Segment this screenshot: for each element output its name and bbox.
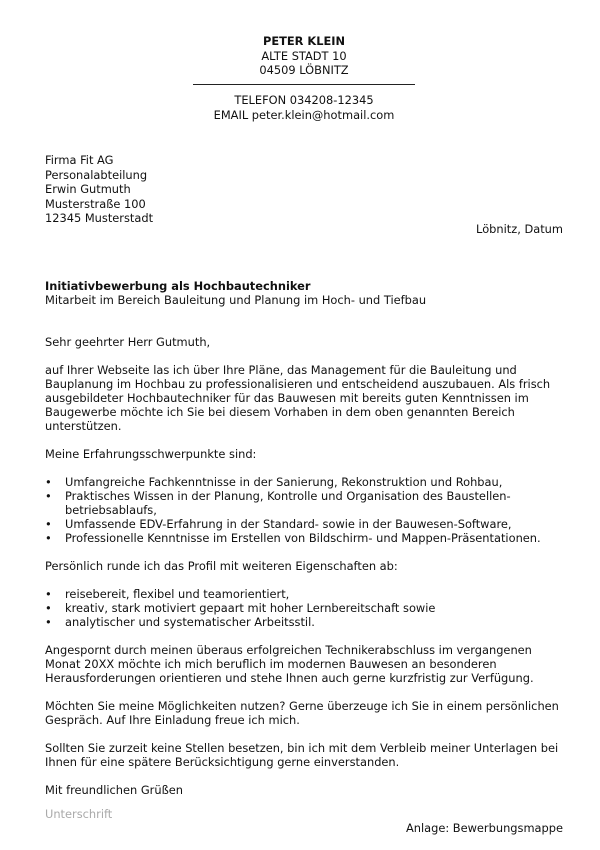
list-item-text: analytischer und systematischer Arbeitsstil.	[65, 615, 315, 629]
sender-phone: TELEFON 034208-12345	[234, 93, 374, 107]
list-item-text: Umfassende EDV-Erfahrung in der Standard- sowie in der Bauwesen-Software,	[65, 517, 512, 531]
signature-placeholder: Unterschrift	[45, 807, 113, 821]
subject-subtitle: Mitarbeit im Bereich Bauleitung und Planung im Hoch- und Tiefbau	[45, 293, 427, 307]
sender-contact	[0, 93, 600, 122]
bullet: •	[45, 587, 52, 601]
list-item-text: Umfangreiche Fachkenntnisse in der Sanierung, Rekonstruktion und Rohbau,	[65, 475, 503, 489]
focus-heading: Meine Erfahrungsschwerpunkte sind:	[45, 447, 257, 461]
letter-body	[45, 335, 565, 811]
recipient-city: 12345 Musterstadt	[45, 211, 154, 225]
list-item	[45, 489, 565, 517]
sender-block	[0, 34, 600, 78]
sender-email: EMAIL peter.klein@hotmail.com	[213, 107, 395, 122]
bullet: •	[45, 475, 52, 489]
sender-street: ALTE STADT 10	[261, 48, 347, 63]
list-item-text: Professionelle Kenntnisse im Erstellen von Bildschirm- und Mappen-Präsentationen.	[65, 531, 541, 545]
recipient-street: Musterstraße 100	[45, 196, 146, 211]
enclosure-note: Anlage: Bewerbungsmappe	[405, 821, 563, 835]
traits-list	[45, 587, 565, 629]
date-line: Löbnitz, Datum	[476, 222, 563, 236]
list-item	[45, 587, 565, 601]
intro-paragraph: auf Ihrer Webseite las ich über Ihre Pläne, das Management für die Bauleitung und Bauplanung im Hochbau zu professionalisieren und entscheidend auszubauen. Als frisch ausgebildeter Hochbautechniker für das Bauwesen mit bereits guten Kenntnissen im Baugewerbe möchte ich Sie bei diesem Vorhaben in dem oben genannten Bereich unterstützen.	[45, 363, 551, 433]
motivation-paragraph: Angespornt durch meinen überaus erfolgreichen Technikerabschluss im vergangenen Monat 20XX möchte ich mich beruflich im modernen Bauwesen an besonderen Herausforderungen orientieren und stehe Ihnen auch gerne kurzfristig zur Verfügung.	[45, 643, 534, 685]
recipient-contact: Erwin Gutmuth	[45, 182, 131, 196]
list-item	[45, 517, 565, 531]
recipient-address	[45, 153, 153, 226]
subject-block	[45, 279, 426, 307]
sender-city: 04509 LÖBNITZ	[259, 63, 349, 77]
list-item-text: kreativ, stark motiviert gepaart mit hoher Lernbereitschaft sowie	[65, 601, 436, 615]
list-item	[45, 531, 565, 545]
salutation: Sehr geehrter Herr Gutmuth,	[45, 335, 211, 349]
bullet: •	[45, 517, 52, 531]
list-item-text: Praktisches Wissen in der Planung, Kontrolle und Organisation des Baustellen-betriebsablaufs,	[65, 489, 511, 517]
subject-title: Initiativbewerbung als Hochbautechniker	[45, 279, 311, 293]
retention-paragraph: Sollten Sie zurzeit keine Stellen besetzen, bin ich mit dem Verbleib meiner Unterlagen bei Ihnen für eine spätere Berücksichtigung gerne einverstanden.	[45, 741, 559, 769]
recipient-company: Firma Fit AG	[45, 153, 114, 167]
focus-list	[45, 475, 565, 545]
interview-paragraph: Möchten Sie meine Möglichkeiten nutzen? Gerne überzeuge ich Sie in einem persönlichen Gespräch. Auf Ihre Einladung freue ich mich.	[45, 699, 559, 727]
bullet: •	[45, 531, 52, 545]
list-item	[45, 475, 565, 489]
list-item	[45, 601, 565, 615]
recipient-department: Personalabteilung	[45, 167, 148, 182]
closing-phrase: Mit freundlichen Grüßen	[45, 783, 183, 797]
sender-name: PETER KLEIN	[262, 34, 346, 48]
list-item	[45, 615, 565, 629]
bullet: •	[45, 489, 52, 503]
bullet: •	[45, 601, 52, 615]
header-divider	[193, 84, 415, 85]
traits-heading: Persönlich runde ich das Profil mit weiteren Eigenschaften ab:	[45, 559, 398, 573]
list-item-text: reisebereit, flexibel und teamorientiert,	[65, 587, 290, 601]
bullet: •	[45, 615, 52, 629]
